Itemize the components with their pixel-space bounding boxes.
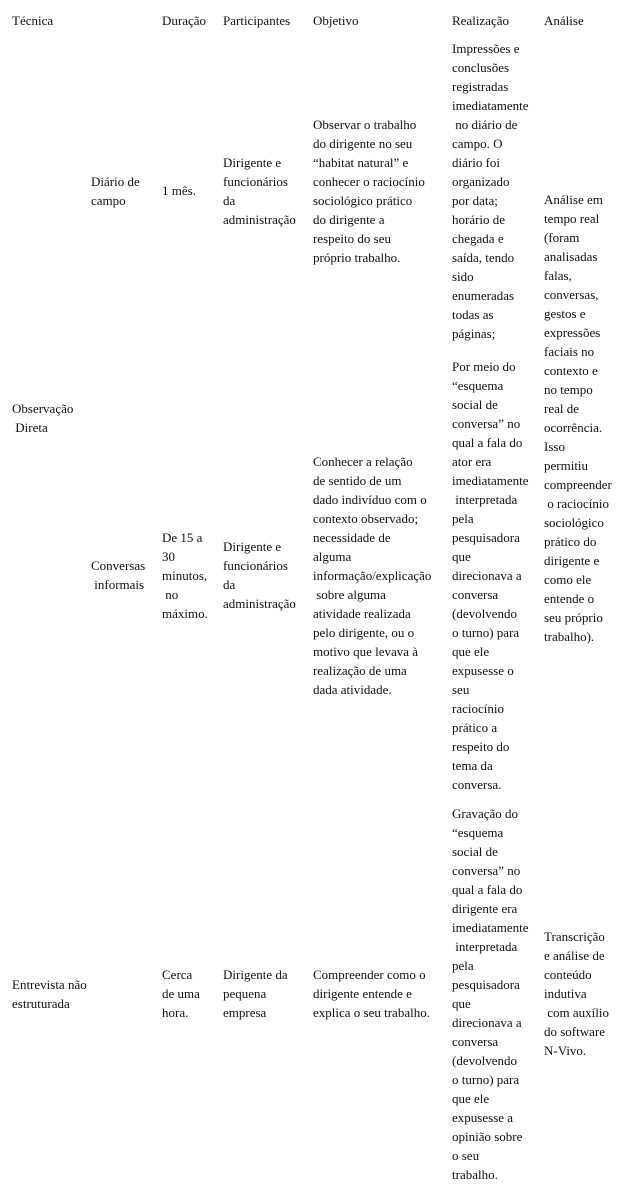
- row3-analise: Transcrição e análise de conteúdo indutiva com auxílio do software N-Vivo.: [544, 929, 609, 1058]
- header-realizacao: Realização: [452, 13, 510, 28]
- group-entrevista: Entrevista não estruturada: [12, 977, 87, 1011]
- row1-participantes: Dirigente e funcionários da administração: [223, 155, 296, 227]
- row2-realizacao: Por meio do “esquema social de conversa” no qual a fala do ator era imediatamente interpretada pela pesquisadora que direcionava a conversa (devolvendo o turno) para que ele expusesse o seu raciocínio prático a respeito do tema da conversa.: [452, 359, 529, 792]
- row3-participantes: Dirigente da pequena empresa: [223, 967, 288, 1020]
- row3-objetivo: Compreender como o dirigente entende e explica o seu trabalho.: [313, 967, 430, 1020]
- row1-realizacao: Impressões e conclusões registradas imediatamente no diário de campo. O diário foi organizado por data; horário de chegada e saída, tendo sido enumeradas todas as páginas;: [452, 41, 529, 341]
- header-objetivo: Objetivo: [313, 13, 359, 28]
- row2-participantes: Dirigente e funcionários da administração: [223, 539, 296, 611]
- row1-subtecnica: Diário de campo: [91, 174, 140, 208]
- header-analise: Análise: [544, 13, 584, 28]
- header-tecnica: Técnica: [12, 13, 54, 28]
- row3-realizacao: Gravação do “esquema social de conversa” no qual a fala do dirigente era imediatamente interpretada pela pesquisadora que direcionava a conversa (devolvendo o turno) para que ele expusesse a opinião sobre o seu trabalho.: [452, 806, 529, 1182]
- row2-duracao: De 15 a 30 minutos, no máximo.: [162, 530, 208, 621]
- row3-duracao: Cerca de uma hora.: [162, 967, 200, 1020]
- row1-objetivo: Observar o trabalho do dirigente no seu “habitat natural” e conhecer o raciocínio sociológico prático do dirigente a respeito do seu próprio trabalho.: [313, 117, 425, 265]
- header-participantes: Participantes: [223, 13, 291, 28]
- row2-objetivo: Conhecer a relação de sentido de um dado indivíduo com o contexto observado; necessidade de alguma informação/explicação sobre alguma atividade realizada pelo dirigente, ou o motivo que levava à realização de uma dada atividade.: [313, 454, 432, 697]
- analise-observacao: Análise em tempo real (foram analisadas falas, conversas, gestos e expressões faciais no contexto e no tempo real de ocorrência. Isso permitiu compreender o raciocínio sociológico prático do dirigente e como ele entende o seu próprio trabalho).: [544, 192, 612, 644]
- row1-duracao: 1 mês.: [162, 183, 196, 198]
- row2-subtecnica: Conversas informais: [91, 558, 146, 592]
- header-duracao: Duração: [162, 13, 207, 28]
- group-observacao-direta: Observação Direta: [12, 401, 74, 435]
